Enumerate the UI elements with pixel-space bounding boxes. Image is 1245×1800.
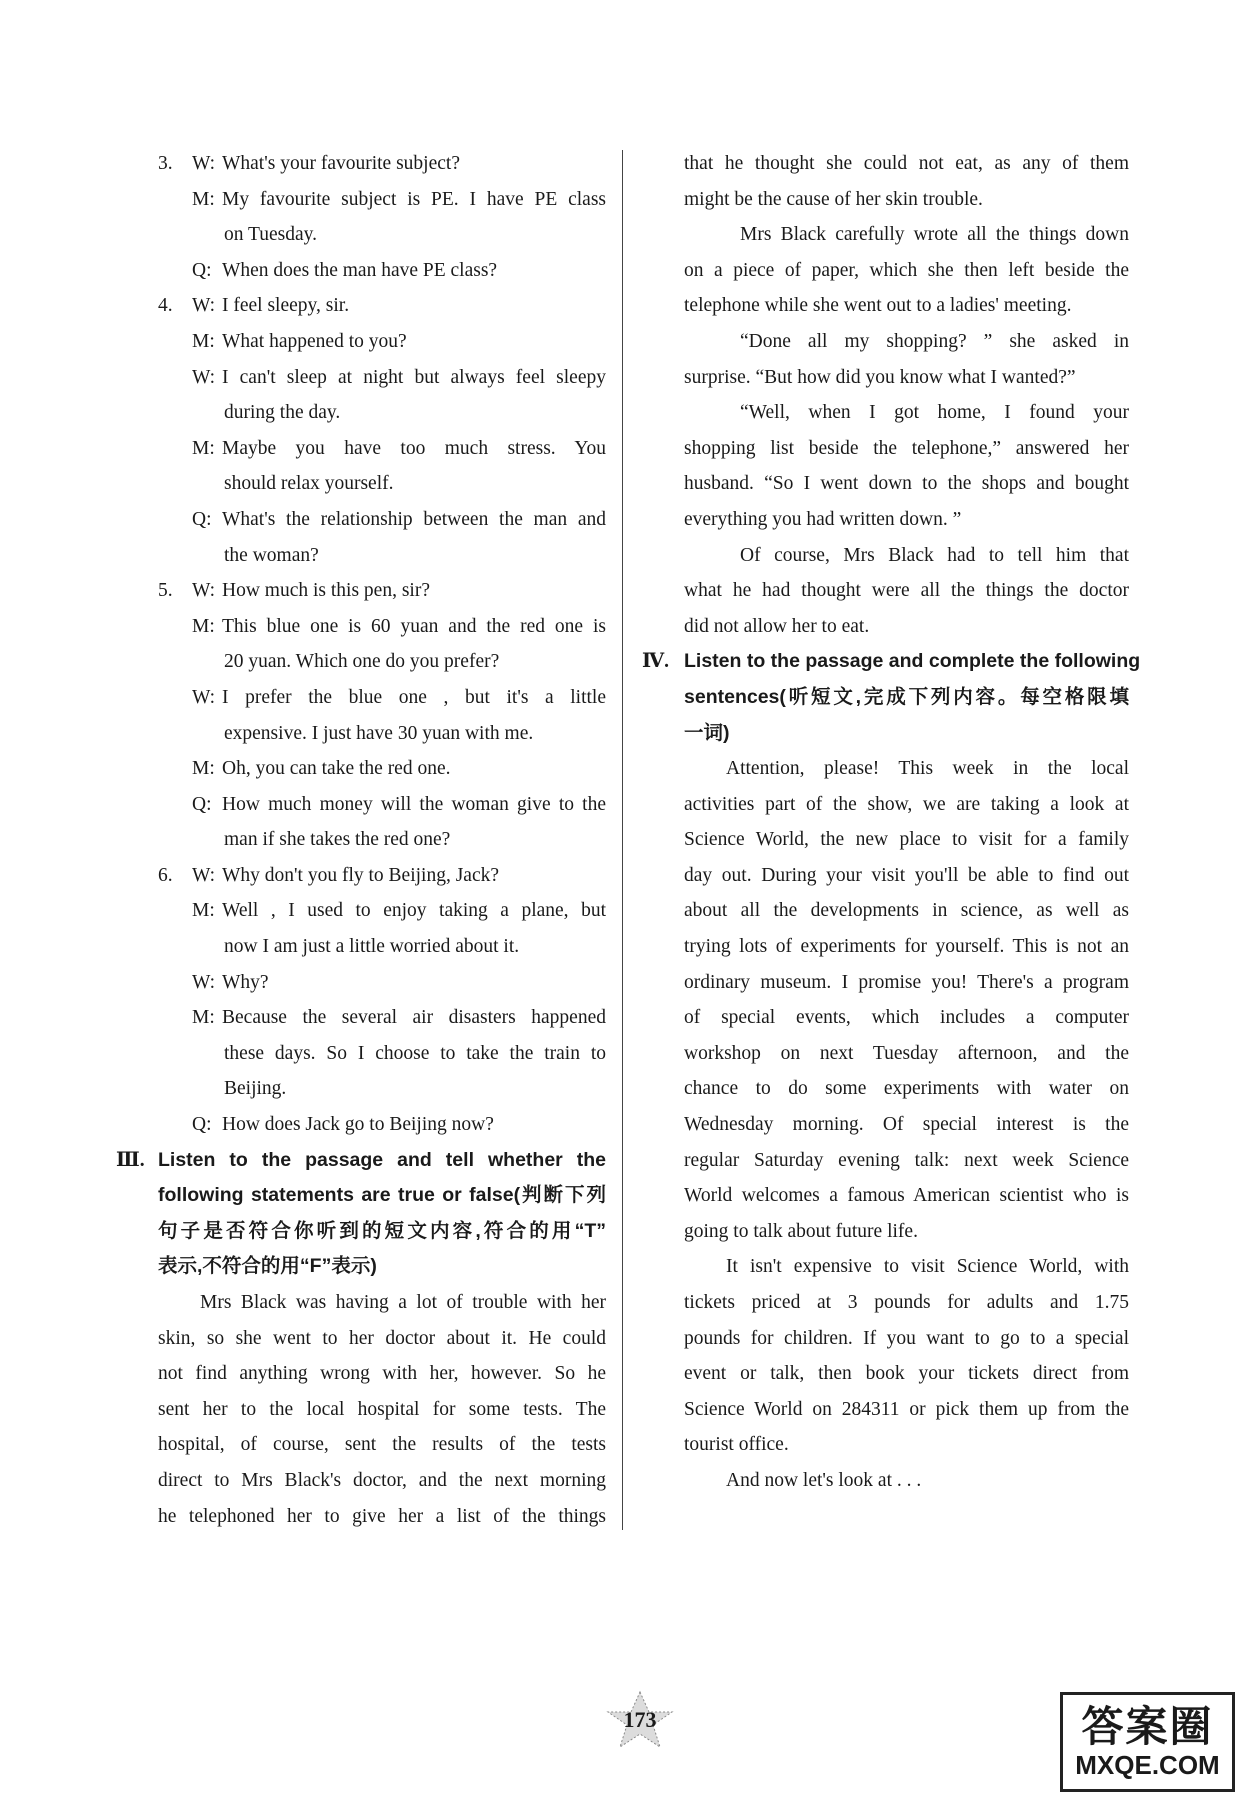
speaker-label: Q: <box>192 1114 212 1136</box>
speaker-label: W: <box>192 295 216 317</box>
dialogue-text: When does the man have PE class? <box>222 259 498 281</box>
passage-line: workshop on next Tuesday afternoon, and the <box>684 1042 1129 1064</box>
speaker-label: W: <box>192 686 216 708</box>
dialogue-line <box>158 146 606 182</box>
watermark-top-text: 答案圈 <box>1081 1702 1214 1751</box>
passage-line: It isn't expensive to visit Science World, with <box>726 1256 1129 1278</box>
speaker-label: M: <box>192 615 215 637</box>
passage-line: Attention, please! This week in the local <box>726 758 1129 780</box>
dialogue-text: This blue one is 60 yuan and the red one is <box>222 615 606 637</box>
right-column <box>642 146 1141 1499</box>
dialogue-text: What's your favourite subject? <box>222 153 460 174</box>
speaker-label: M: <box>192 900 215 922</box>
dialogue-line <box>158 360 606 396</box>
dialogue-line <box>158 538 606 574</box>
passage-line: Science World on 284311 or pick them up from the <box>684 1398 1129 1420</box>
passage-line: pounds for children. If you want to go to a special <box>684 1327 1129 1349</box>
column-divider <box>622 150 623 1530</box>
story-line: telephone while she went out to a ladies' meeting. <box>684 295 1072 317</box>
passage-line: tourist office. <box>684 1434 789 1456</box>
question-number: 5. <box>158 580 173 602</box>
dialogue-text: should relax yourself. <box>224 473 394 495</box>
section-3-heading-line: Listen to the passage and tell whether the <box>158 1148 606 1171</box>
passage-line: of special events, which includes a computer <box>684 1007 1129 1029</box>
story-line: “Done all my shopping? ” she asked in <box>740 330 1129 352</box>
dialogue-text: during the day. <box>224 402 341 424</box>
dialogue-line <box>158 253 606 289</box>
passage-line: event or talk, then book your tickets direct from <box>684 1363 1129 1385</box>
dialogue-text: I prefer the blue one , but it's a little <box>222 686 606 708</box>
dialogue-line <box>158 787 606 823</box>
section-4-heading-line: Listen to the passage and complete the following <box>684 650 1141 673</box>
dialogue-text: now I am just a little worried about it. <box>224 936 520 958</box>
passage-line: going to talk about future life. <box>684 1220 918 1242</box>
left-column <box>116 146 606 1534</box>
section-4 <box>642 644 1141 1498</box>
dialogue-text: the woman? <box>224 544 319 566</box>
passage-line: he telephoned her to give her a list of the things <box>158 1505 606 1527</box>
passage-line: not find anything wrong with her, however. So he <box>158 1363 606 1385</box>
section-3-heading-line: 句子是否符合你听到的短文内容,符合的用“T” <box>158 1219 606 1242</box>
dialogue-text: man if she takes the red one? <box>224 829 451 851</box>
dialogue-line <box>158 1036 606 1072</box>
watermark-logo <box>1060 1692 1235 1792</box>
question-number: 3. <box>158 153 173 174</box>
dialogue-line <box>158 716 606 752</box>
dialogue-text: Why? <box>222 971 269 993</box>
speaker-label: M: <box>192 188 215 210</box>
dialogue-line <box>158 609 606 645</box>
dialogue-text: these days. So I choose to take the train to <box>224 1042 606 1064</box>
story-line: husband. “So I went down to the shops and bought <box>684 473 1129 495</box>
speaker-label: W: <box>192 864 216 886</box>
story-line: Of course, Mrs Black had to tell him that <box>740 544 1129 566</box>
passage-line: Wednesday morning. Of special interest is the <box>684 1114 1129 1136</box>
dialogue-line <box>158 1107 606 1143</box>
dialogue-text: expensive. I just have 30 yuan with me. <box>224 722 534 744</box>
section-3-number: Ⅲ. <box>116 1149 145 1171</box>
passage-line: tickets priced at 3 pounds for adults and 1.75 <box>684 1292 1129 1313</box>
dialogue-text: on Tuesday. <box>224 224 318 246</box>
dialogue-line <box>158 502 606 538</box>
dialogue-text: I can't sleep at night but always feel sleepy <box>222 366 606 388</box>
dialogue-line <box>158 1000 606 1036</box>
section-4-heading-line: sentences(听短文,完成下列内容。每空格限填 <box>684 685 1129 708</box>
passage-line: And now let's look at . . . <box>726 1469 922 1491</box>
story-line: that he thought she could not eat, as any of them <box>684 153 1129 174</box>
dialogue-line <box>158 182 606 218</box>
page-number-badge <box>600 1690 680 1750</box>
dialogue-line <box>158 751 606 787</box>
passage-line: ordinary museum. I promise you! There's a program <box>684 971 1129 993</box>
story-line: did not allow her to eat. <box>684 615 870 637</box>
dialogue-line <box>158 1071 606 1107</box>
passage-line: activities part of the show, we are taking a look at <box>684 793 1129 815</box>
watermark-bottom-text: MXQE.COM <box>1075 1750 1220 1780</box>
dialogue-text: How much money will the woman give to the <box>222 793 606 815</box>
story-line: Mrs Black carefully wrote all the things down <box>740 224 1129 246</box>
dialogue-line <box>158 822 606 858</box>
dialogue-line <box>158 324 606 360</box>
speaker-label: W: <box>192 580 216 602</box>
passage-line: sent her to the local hospital for some tests. The <box>158 1398 606 1420</box>
story-line: might be the cause of her skin trouble. <box>684 188 983 210</box>
speaker-label: Q: <box>192 259 212 281</box>
speaker-label: M: <box>192 1007 215 1029</box>
story-line: “Well, when I got home, I found your <box>740 402 1129 424</box>
question-number: 6. <box>158 864 173 886</box>
passage-line: World welcomes a famous American scientist who is <box>684 1185 1129 1207</box>
speaker-label: M: <box>192 330 215 352</box>
page-number: 173 <box>623 1707 657 1732</box>
story-line: on a piece of paper, which she then left beside the <box>684 259 1129 281</box>
passage-line: hospital, of course, sent the results of the tests <box>158 1434 606 1456</box>
dialogue-text: Why don't you fly to Beijing, Jack? <box>222 864 500 886</box>
passage-line: about all the developments in science, as well as <box>684 900 1129 922</box>
story-line: shopping list beside the telephone,” answered her <box>684 437 1129 459</box>
passage-line: trying lots of experiments for yourself. This is not an <box>684 936 1129 958</box>
speaker-label: W: <box>192 153 216 174</box>
passage-line: skin, so she went to her doctor about it. He could <box>158 1327 606 1349</box>
passage-line: regular Saturday evening talk: next week Science <box>684 1149 1129 1171</box>
speaker-label: Q: <box>192 793 212 815</box>
story-line: what he had thought were all the things the doctor <box>684 580 1129 602</box>
dialogue-text: I feel sleepy, sir. <box>222 295 350 317</box>
passage-line: day out. During your visit you'll be able to find out <box>684 864 1129 886</box>
story-line: surprise. “But how did you know what I wanted?” <box>684 366 1076 388</box>
speaker-label: M: <box>192 758 215 780</box>
dialogue-text: Well , I used to enjoy taking a plane, but <box>222 900 606 922</box>
dialogue-line <box>158 644 606 680</box>
section-4-number: Ⅳ. <box>642 651 670 673</box>
dialogue-text: What's the relationship between the man and <box>222 508 606 530</box>
dialogue-text: Oh, you can take the red one. <box>222 758 451 780</box>
speaker-label: Q: <box>192 508 212 530</box>
dialogue-text: 20 yuan. Which one do you prefer? <box>224 651 500 673</box>
dialogue-line <box>158 466 606 502</box>
dialogue-line <box>158 858 606 894</box>
dialogue-line <box>158 929 606 965</box>
passage-line: Mrs Black was having a lot of trouble with her <box>200 1292 606 1313</box>
speaker-label: W: <box>192 971 216 993</box>
dialogue-text: What happened to you? <box>222 330 407 352</box>
section-4-heading-line: 一词) <box>684 721 730 744</box>
passage-line: chance to do some experiments with water on <box>684 1078 1129 1100</box>
dialogue-text: How does Jack go to Beijing now? <box>222 1114 494 1136</box>
speaker-label: W: <box>192 366 216 388</box>
dialogue-line <box>158 288 606 324</box>
dialogue-line <box>158 431 606 467</box>
speaker-label: M: <box>192 437 215 459</box>
dialogue-line <box>158 217 606 253</box>
dialogue-line <box>158 573 606 609</box>
passage-line: direct to Mrs Black's doctor, and the next morning <box>158 1469 606 1491</box>
passage-line: Science World, the new place to visit for a family <box>684 829 1129 851</box>
dialogue-text: Maybe you have too much stress. You <box>222 437 606 459</box>
dialogue-text: Beijing. <box>224 1078 287 1100</box>
section-3-heading-line: following statements are true or false(判断下列 <box>158 1184 606 1207</box>
question-number: 4. <box>158 295 173 317</box>
section-3-heading-line: 表示,不符合的用“F”表示) <box>158 1255 377 1278</box>
dialogue-line <box>158 680 606 716</box>
dialogue-line <box>158 965 606 1001</box>
dialogue-line <box>158 395 606 431</box>
dialogue-text: How much is this pen, sir? <box>222 580 430 602</box>
dialogue-text: Because the several air disasters happened <box>222 1007 606 1029</box>
dialogue-line <box>158 893 606 929</box>
dialogue-text: My favourite subject is PE. I have PE class <box>222 188 606 210</box>
section-3 <box>116 1143 606 1535</box>
story-line: everything you had written down. ” <box>684 508 962 530</box>
